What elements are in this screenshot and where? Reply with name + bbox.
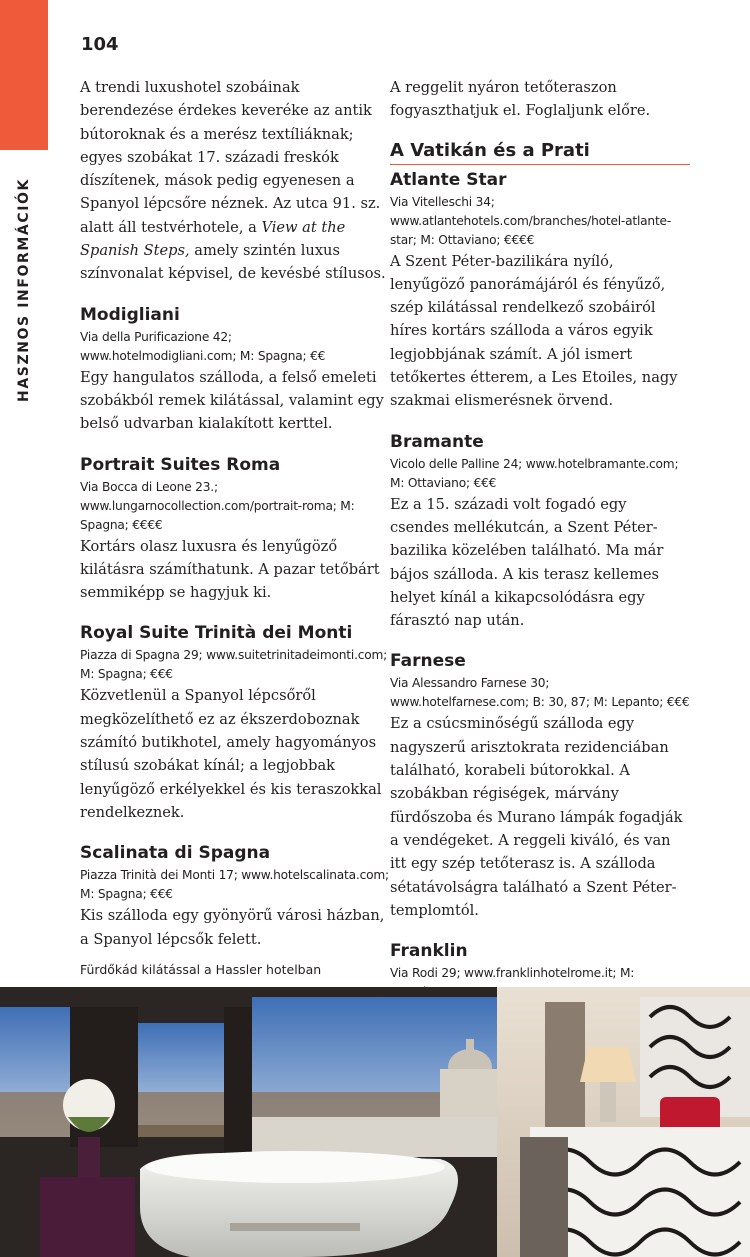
hotel-entry xyxy=(390,650,690,922)
hotel-title: Atlante Star xyxy=(390,169,507,190)
tub-rim xyxy=(145,1151,445,1183)
page-number: 104 xyxy=(81,34,119,55)
hotel-description: Egy hangulatos szálloda, a felső emeleti szobákból remek kilátással, valamint egy belső udvarban kialakított kerttel. xyxy=(80,368,384,433)
lamp-shade xyxy=(580,1047,636,1082)
hotel-title: Modigliani xyxy=(80,304,180,325)
hotel-entry xyxy=(390,169,690,413)
side-table xyxy=(40,1177,135,1257)
hotel-title: Bramante xyxy=(390,431,484,452)
dome-base xyxy=(440,1069,500,1119)
hotel-title: Portrait Suites Roma xyxy=(80,454,281,475)
hotel-description: A Szent Péter-bazilikára nyíló, lenyűgöző panorámájáról és fényűző, szép kilátással rendelkező szobáiról híres kortárs szálloda a város egyik legjobbjának számít. A jól ismert tetőkertes étterem, a Les Etoiles, nagy szakmai elismerésnek örvend. xyxy=(390,252,678,410)
intro-italic-hotel: View at the Spanish Steps, xyxy=(80,218,346,260)
hotel-title: Scalinata di Spagna xyxy=(80,843,271,864)
hotel-meta: Piazza Trinità dei Monti 17; www.hotelscalinata.com; M: Spagna; €€€ xyxy=(80,868,389,902)
chapter-tab xyxy=(0,0,48,150)
hotel-title: Franklin xyxy=(390,941,468,962)
hotel-title: Royal Suite Trinità dei Monti xyxy=(80,623,353,644)
section-title: A Vatikán és a Prati xyxy=(390,139,690,165)
hotel-entry xyxy=(390,431,690,633)
intro-text: A trendi luxushotel szobáinak berendezése érdekes keveréke az antik bútoroknak és a merész textíliáknak; egyes szobákat 17. századi freskók díszítenek, mások pedig egyenesen a Spanyol lépcsőre néznek. Az utca 91. sz. alatt áll testvérhotele, a xyxy=(80,79,381,236)
bench xyxy=(520,1137,568,1257)
hotel-description: Kortárs olasz luxusra és lenyűgöző kilátásra számíthatunk. A pazar tetőbárt semmiképp se hagyjuk ki. xyxy=(80,537,380,602)
hotel-entry xyxy=(80,622,390,824)
intro-paragraph xyxy=(80,76,390,286)
photo-caption: Fürdőkád kilátással a Hassler hotelban xyxy=(80,962,322,977)
hotel-description: Ez a csúcsminőségű szálloda egy nagyszerű arisztokrata rezidenciában található, korabeli bútorokkal. A szobákban régiségek, márvány fürdőszoba és Murano lámpák fogadják a vendégeket. A reggeli kiváló, és van itt egy szép tetőterasz is. A szálloda sétatávolságra található a Szent Péter-templomtól. xyxy=(390,715,683,919)
hotel-meta: Via Bocca di Leone 23.; www.lungarnocollection.com/portrait-roma; M: Spagna; €€€€ xyxy=(80,479,355,532)
continued-paragraph: A reggelit nyáron tetőteraszon fogyaszthatjuk el. Foglaljunk előre. xyxy=(390,79,651,120)
lamp-base xyxy=(600,1082,616,1122)
section-side-label: HASZNOS INFORMÁCIÓK xyxy=(16,178,32,402)
hotel-entry xyxy=(80,304,390,436)
hotel-description: Kis szálloda egy gyönyörű városi házban, a Spanyol lépcsők felett. xyxy=(80,907,385,948)
dome-lantern xyxy=(466,1039,474,1051)
hotel-meta: Piazza di Spagna 29; www.suitetrinitadeimonti.com; M: Spagna; €€€ xyxy=(80,648,388,682)
hotel-meta: Via Rodi 29; www.franklinhotelrome.it; M: xyxy=(390,966,635,981)
hotel-title: Farnese xyxy=(390,651,466,672)
window-frame xyxy=(224,1007,252,1157)
right-column xyxy=(390,76,690,1002)
hotel-description: Ez a 15. századi volt fogadó egy csendes mellékutcán, a Szent Péter-bazilika közelében található. Ma már bájos szálloda. A kis terasz kellemes helyet kínál a kikapcsolódásra egy fárasztó nap után. xyxy=(390,495,664,630)
hotel-entry xyxy=(80,842,390,951)
hotel-description: Közvetlenül a Spanyol lépcsőről megközelíthető ez az ékszerdoboznak számító butikhotel, amely hagyományos stílusú szobákat kínál; a legjobbak lenyűgöző erkélyekkel és kis teraszokkal rendelkeznek. xyxy=(80,687,382,821)
intro-text-end: amely szintén luxus színvonalat képvisel, de kevésbé stílusos. xyxy=(80,242,386,283)
hotel-entry xyxy=(80,454,390,605)
hotel-photo xyxy=(0,987,750,1257)
hotel-meta: Via Vitelleschi 34; www.atlantehotels.com/branches/hotel-atlante-star; M: Ottaviano; €€€€ xyxy=(390,194,672,247)
left-column xyxy=(80,76,390,951)
hotel-meta: Via della Purificazione 42; www.hotelmodigliani.com; M: Spagna; €€ xyxy=(80,329,326,363)
hotel-meta: Via Alessandro Farnese 30; www.hotelfarnese.com; B: 30, 87; M: Lepanto; €€€ xyxy=(390,676,690,710)
terrace-floor xyxy=(252,1117,497,1157)
hotel-meta: Vicolo delle Palline 24; www.hotelbramante.com; M: Ottaviano; €€€ xyxy=(390,456,679,490)
bath-tray xyxy=(230,1223,360,1231)
